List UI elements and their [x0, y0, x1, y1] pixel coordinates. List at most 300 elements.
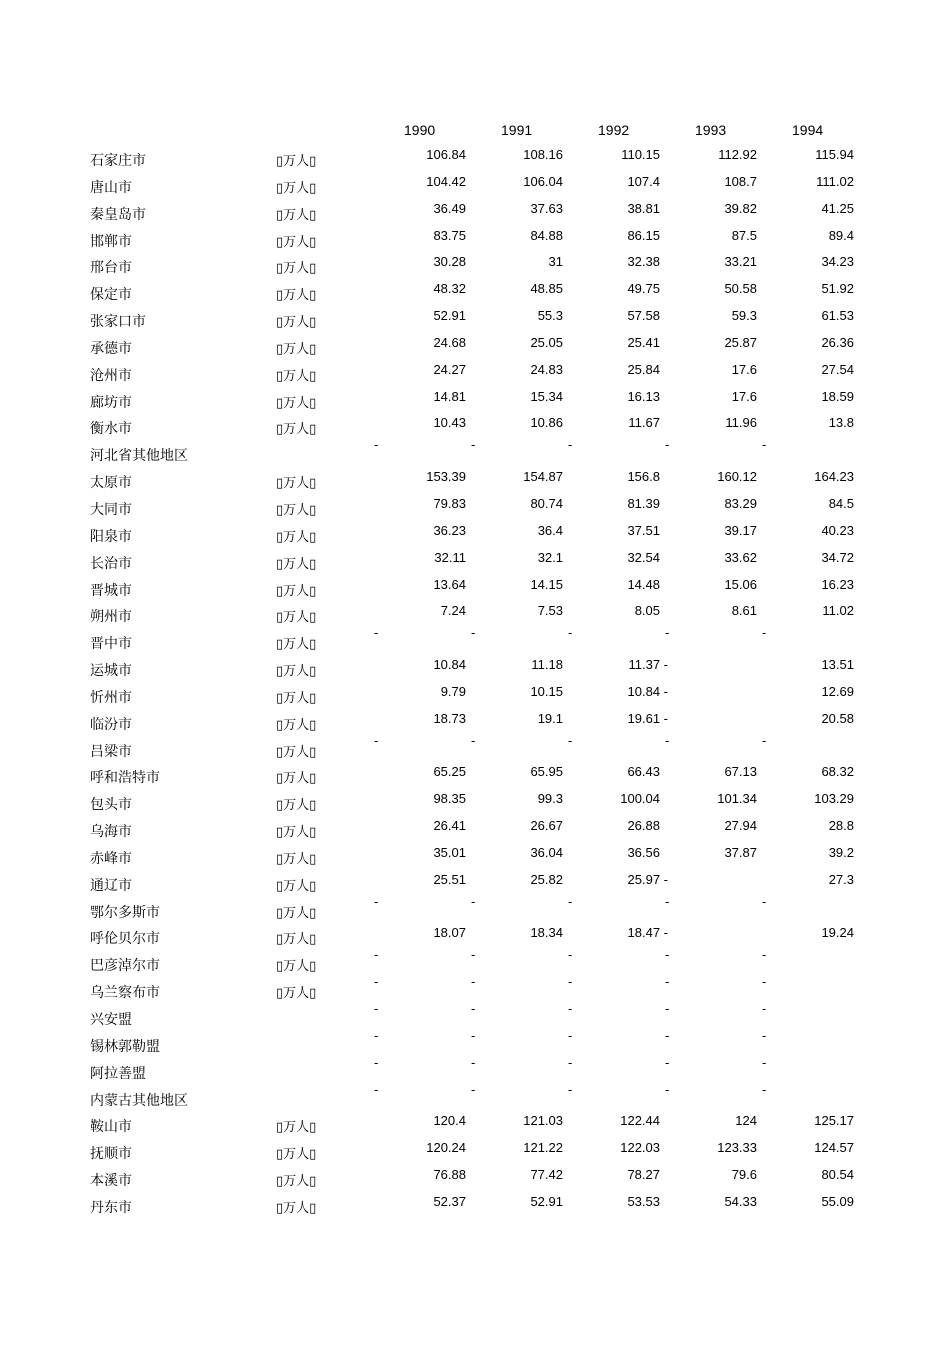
value-cell: - — [568, 437, 573, 453]
value-cell: 156.8 — [627, 469, 660, 485]
data-table — [0, 145, 950, 1219]
value-cell: 80.74 — [530, 495, 563, 511]
year-header: 1990 — [404, 122, 436, 138]
value-cell: - — [568, 1054, 573, 1070]
value-cell: 10.43 — [433, 415, 466, 431]
table-row — [0, 1165, 950, 1192]
value-cell: 51.92 — [821, 281, 854, 297]
value-cell: 34.72 — [821, 549, 854, 565]
value-cell: 11.37 - — [628, 657, 668, 673]
value-cell: - — [762, 1054, 767, 1070]
city-name: 丹东市 — [90, 1199, 132, 1216]
value-cell: 111.02 — [816, 173, 854, 189]
value-cell: - — [665, 732, 670, 748]
year-header-row — [0, 122, 950, 142]
value-cell: 8.61 — [731, 603, 757, 619]
value-cell: 18.07 — [433, 925, 466, 941]
value-cell: - — [374, 437, 379, 453]
value-cell: 89.4 — [828, 227, 854, 243]
value-cell: 153.39 — [426, 469, 466, 485]
city-name: 阿拉善盟 — [90, 1065, 146, 1082]
value-cell: 84.88 — [530, 227, 563, 243]
value-cell: 18.34 — [530, 925, 563, 941]
value-cell: 115.94 — [815, 147, 854, 162]
table-row — [0, 1081, 950, 1112]
value-cell: 40.23 — [821, 522, 854, 538]
value-cell: 32.38 — [627, 254, 660, 270]
table-row — [0, 1192, 950, 1219]
value-cell: 108.16 — [523, 147, 563, 162]
year-header: 1992 — [598, 122, 630, 138]
value-cell: 112.92 — [718, 147, 757, 162]
value-cell: 67.13 — [724, 764, 757, 780]
value-cell: 106.04 — [523, 173, 563, 189]
unit-label: ▯万人▯ — [276, 959, 317, 975]
value-cell: 124.57 — [814, 1140, 854, 1156]
value-cell: 30.28 — [433, 254, 466, 270]
unit-label: ▯万人▯ — [276, 825, 317, 841]
table-row — [0, 732, 950, 763]
city-name: 河北省其他地区 — [90, 448, 188, 465]
city-name: 吕梁市 — [90, 743, 132, 760]
city-name: 鄂尔多斯市 — [90, 904, 160, 921]
unit-label: ▯万人▯ — [276, 207, 317, 223]
unit-label: ▯万人▯ — [276, 154, 317, 169]
city-name: 呼和浩特市 — [90, 770, 160, 787]
city-name: 临汾市 — [90, 716, 132, 733]
value-cell: - — [471, 1001, 476, 1016]
unit-label: ▯万人▯ — [276, 851, 317, 867]
unit-label: ▯万人▯ — [276, 744, 317, 760]
table-row — [0, 1111, 950, 1138]
value-cell: 48.85 — [530, 281, 563, 297]
unit-label: ▯万人▯ — [276, 234, 317, 250]
value-cell: - — [568, 1027, 573, 1043]
table-row — [0, 1001, 950, 1031]
table-row — [0, 789, 950, 816]
value-cell: - — [762, 1081, 767, 1097]
value-cell: 24.27 — [433, 361, 466, 377]
value-cell: - — [665, 974, 670, 990]
city-name: 长治市 — [90, 555, 132, 572]
value-cell: - — [568, 893, 573, 909]
unit-label: ▯万人▯ — [276, 261, 317, 277]
value-cell: 11.18 — [531, 657, 563, 673]
city-name: 秦皇岛市 — [90, 206, 146, 223]
city-name: 晋城市 — [90, 582, 132, 599]
value-cell: - — [762, 437, 767, 453]
value-cell: 108.7 — [724, 173, 757, 189]
value-cell: 11.96 — [725, 415, 757, 431]
value-cell: 55.3 — [537, 308, 563, 324]
table-row — [0, 387, 950, 414]
value-cell: 41.25 — [821, 200, 854, 216]
unit-label: ▯万人▯ — [276, 610, 317, 626]
value-cell: 28.8 — [828, 818, 854, 834]
unit-label: ▯万人▯ — [276, 341, 317, 357]
city-name: 锡林郭勒盟 — [90, 1038, 160, 1055]
value-cell: 19.61 - — [627, 710, 668, 726]
value-cell: 76.88 — [433, 1167, 466, 1183]
unit-label: ▯万人▯ — [276, 476, 317, 492]
value-cell: 49.75 — [627, 281, 660, 297]
value-cell: 15.06 — [724, 576, 757, 592]
table-row — [0, 682, 950, 709]
value-cell: 39.2 — [828, 844, 854, 860]
value-cell: - — [374, 732, 379, 748]
value-cell: 8.05 — [634, 603, 660, 619]
city-name: 巴彦淖尔市 — [90, 958, 160, 975]
value-cell: 79.83 — [433, 495, 466, 511]
value-cell: - — [471, 1027, 476, 1043]
unit-label: ▯万人▯ — [276, 664, 317, 680]
unit-label: ▯万人▯ — [276, 1200, 317, 1216]
value-cell: - — [374, 974, 379, 990]
city-name: 赤峰市 — [90, 850, 132, 867]
city-name: 石家庄市 — [90, 153, 146, 169]
city-name: 兴安盟 — [90, 1012, 132, 1028]
value-cell: 10.15 — [530, 683, 563, 699]
city-name: 鞍山市 — [90, 1119, 132, 1136]
year-header: 1991 — [501, 122, 533, 138]
table-row — [0, 947, 950, 977]
city-name: 呼伦贝尔市 — [90, 931, 160, 948]
value-cell: - — [762, 625, 767, 641]
value-cell: 122.03 — [620, 1140, 660, 1156]
value-cell: 35.01 — [433, 844, 466, 860]
value-cell: 20.58 — [821, 710, 854, 726]
table-row — [0, 870, 950, 897]
value-cell: 98.35 — [433, 791, 466, 807]
table-row — [0, 199, 950, 226]
unit-label: ▯万人▯ — [276, 1147, 317, 1163]
value-cell: - — [471, 974, 476, 990]
value-cell: 31 — [548, 254, 563, 270]
value-cell: - — [374, 1027, 379, 1043]
value-cell: - — [568, 1081, 573, 1097]
value-cell: 10.86 — [530, 415, 563, 431]
table-row — [0, 413, 950, 440]
unit-label: ▯万人▯ — [276, 556, 317, 572]
city-name: 运城市 — [90, 663, 132, 680]
value-cell: - — [471, 437, 476, 453]
value-cell: 7.24 — [440, 603, 466, 619]
city-name: 晋中市 — [90, 636, 132, 653]
value-cell: 121.03 — [523, 1113, 563, 1129]
value-cell: - — [665, 625, 670, 641]
year-header: 1994 — [792, 122, 824, 138]
value-cell: 26.41 — [433, 818, 466, 834]
value-cell: - — [374, 1081, 379, 1097]
value-cell: 26.67 — [530, 818, 563, 834]
value-cell: 100.04 — [620, 791, 660, 807]
value-cell: 24.68 — [433, 334, 466, 350]
city-name: 承德市 — [90, 340, 132, 357]
value-cell: 25.82 — [530, 871, 563, 887]
value-cell: 87.5 — [731, 227, 757, 243]
unit-label: ▯万人▯ — [276, 637, 317, 653]
value-cell: 25.05 — [530, 334, 563, 350]
value-cell: 17.6 — [731, 361, 757, 377]
value-cell: 36.56 — [627, 844, 660, 860]
unit-label: ▯万人▯ — [276, 1120, 317, 1136]
value-cell: 154.87 — [523, 469, 563, 485]
value-cell: - — [374, 893, 379, 909]
value-cell: 16.13 — [627, 388, 660, 404]
value-cell: 13.64 — [433, 576, 466, 592]
value-cell: 25.51 — [433, 871, 466, 887]
city-name: 内蒙古其他地区 — [90, 1092, 188, 1109]
value-cell: 10.84 — [433, 657, 466, 673]
value-cell: 121.22 — [523, 1140, 563, 1156]
value-cell: 17.6 — [731, 388, 757, 404]
city-name: 乌兰察布市 — [90, 985, 160, 1002]
value-cell: 52.37 — [433, 1193, 466, 1209]
city-name: 沧州市 — [90, 367, 132, 384]
unit-label: ▯万人▯ — [276, 690, 317, 706]
value-cell: 83.29 — [724, 495, 757, 511]
city-name: 廊坊市 — [90, 394, 132, 411]
table-row — [0, 625, 950, 655]
unit-label: ▯万人▯ — [276, 180, 317, 196]
value-cell: 33.21 — [724, 254, 757, 270]
value-cell: 32.11 — [434, 549, 466, 565]
value-cell: 14.48 — [627, 576, 660, 592]
value-cell: - — [665, 1027, 670, 1043]
unit-label: ▯万人▯ — [276, 771, 317, 787]
value-cell: 164.23 — [814, 469, 854, 485]
table-row — [0, 521, 950, 548]
unit-label: ▯万人▯ — [276, 905, 317, 921]
city-name: 邢台市 — [90, 260, 132, 277]
value-cell: 53.53 — [627, 1193, 660, 1209]
table-row — [0, 709, 950, 736]
value-cell: 83.75 — [433, 227, 466, 243]
value-cell: 123.33 — [717, 1140, 757, 1156]
value-cell: 37.51 — [627, 522, 660, 538]
value-cell: 65.25 — [433, 764, 466, 780]
value-cell: - — [665, 893, 670, 909]
value-cell: 59.3 — [731, 308, 757, 324]
value-cell: 12.69 — [821, 683, 854, 699]
value-cell: 78.27 — [627, 1167, 660, 1183]
value-cell: 7.53 — [537, 603, 563, 619]
value-cell: 25.87 — [724, 334, 757, 350]
value-cell: - — [762, 1027, 767, 1043]
value-cell: 24.83 — [530, 361, 563, 377]
unit-label: ▯万人▯ — [276, 878, 317, 894]
table-row — [0, 655, 950, 682]
unit-label: ▯万人▯ — [276, 529, 317, 545]
table-row — [0, 762, 950, 789]
value-cell: - — [374, 947, 379, 963]
city-name: 衡水市 — [90, 421, 132, 438]
value-cell: - — [762, 893, 767, 909]
value-cell: - — [665, 1081, 670, 1097]
value-cell: 37.87 — [724, 844, 757, 860]
value-cell: - — [374, 1001, 379, 1016]
value-cell: 36.04 — [530, 844, 563, 860]
table-row — [0, 923, 950, 950]
value-cell: 81.39 — [627, 495, 660, 511]
value-cell: 36.23 — [433, 522, 466, 538]
value-cell: 18.59 — [821, 388, 854, 404]
value-cell: 39.17 — [724, 522, 757, 538]
value-cell: 160.12 — [717, 469, 757, 485]
value-cell: 36.4 — [537, 522, 563, 538]
value-cell: 27.54 — [821, 361, 854, 377]
value-cell: 16.23 — [821, 576, 854, 592]
value-cell: 33.62 — [724, 549, 757, 565]
value-cell: 101.34 — [717, 791, 757, 807]
city-name: 乌海市 — [90, 824, 132, 841]
city-name: 忻州市 — [90, 689, 132, 706]
table-row — [0, 306, 950, 333]
city-name: 朔州市 — [90, 609, 132, 626]
table-row — [0, 1027, 950, 1058]
value-cell: - — [471, 893, 476, 909]
value-cell: 32.1 — [537, 549, 563, 565]
value-cell: 26.88 — [627, 818, 660, 834]
city-name: 邯郸市 — [90, 233, 132, 250]
value-cell: 14.15 — [530, 576, 563, 592]
table-row — [0, 360, 950, 387]
value-cell: 34.23 — [821, 254, 854, 270]
value-cell: 65.95 — [530, 764, 563, 780]
unit-label: ▯万人▯ — [276, 932, 317, 948]
city-name: 抚顺市 — [90, 1146, 132, 1163]
value-cell: 84.5 — [828, 495, 854, 511]
city-name: 太原市 — [90, 475, 132, 492]
unit-label: ▯万人▯ — [276, 422, 317, 438]
table-row — [0, 601, 950, 628]
table-row — [0, 494, 950, 521]
unit-label: ▯万人▯ — [276, 798, 317, 814]
unit-label: ▯万人▯ — [276, 583, 317, 599]
value-cell: 14.81 — [433, 388, 466, 404]
value-cell: - — [568, 947, 573, 963]
city-name: 本溪市 — [90, 1173, 132, 1190]
value-cell: - — [762, 1001, 767, 1016]
value-cell: 25.97 - — [627, 871, 668, 887]
table-row — [0, 893, 950, 924]
value-cell: 68.32 — [821, 764, 854, 780]
value-cell: 120.24 — [426, 1140, 466, 1156]
value-cell: 26.36 — [821, 334, 854, 350]
value-cell: - — [665, 1054, 670, 1070]
unit-label: ▯万人▯ — [276, 717, 317, 733]
value-cell: 57.58 — [627, 308, 660, 324]
value-cell: 104.42 — [426, 173, 466, 189]
value-cell: 54.33 — [724, 1193, 757, 1209]
value-cell: 19.1 — [537, 710, 563, 726]
table-row — [0, 145, 950, 172]
value-cell: - — [471, 1081, 476, 1097]
table-row — [0, 816, 950, 843]
value-cell: 122.44 — [620, 1113, 660, 1129]
value-cell: - — [762, 947, 767, 963]
value-cell: - — [665, 437, 670, 453]
value-cell: - — [568, 732, 573, 748]
value-cell: 103.29 — [814, 791, 854, 807]
value-cell: 125.17 — [814, 1113, 854, 1129]
city-name: 张家口市 — [90, 314, 146, 331]
value-cell: 106.84 — [426, 147, 466, 162]
value-cell: 11.02 — [822, 603, 854, 619]
value-cell: 13.51 — [821, 657, 854, 673]
value-cell: 15.34 — [530, 388, 563, 404]
table-row — [0, 843, 950, 870]
value-cell: - — [762, 974, 767, 990]
value-cell: 99.3 — [537, 791, 563, 807]
unit-label: ▯万人▯ — [276, 315, 317, 331]
value-cell: 39.82 — [724, 200, 757, 216]
table-row — [0, 437, 950, 467]
table-row — [0, 548, 950, 575]
value-cell: 37.63 — [530, 200, 563, 216]
value-cell: - — [471, 732, 476, 748]
unit-label: ▯万人▯ — [276, 1174, 317, 1190]
table-row — [0, 1138, 950, 1165]
value-cell: 50.58 — [724, 281, 757, 297]
value-cell: 19.24 — [821, 925, 854, 941]
value-cell: 18.73 — [433, 710, 466, 726]
table-row — [0, 252, 950, 279]
value-cell: 11.67 — [628, 415, 660, 431]
value-cell: - — [568, 625, 573, 641]
value-cell: 27.94 — [724, 818, 757, 834]
value-cell: 86.15 — [627, 227, 660, 243]
value-cell: 120.4 — [433, 1113, 466, 1129]
unit-label: ▯万人▯ — [276, 395, 317, 411]
city-name: 包头市 — [90, 797, 132, 814]
value-cell: 48.32 — [433, 281, 466, 297]
city-name: 阳泉市 — [90, 528, 132, 545]
value-cell: - — [374, 1054, 379, 1070]
value-cell: - — [665, 947, 670, 963]
unit-label: ▯万人▯ — [276, 502, 317, 518]
table-row — [0, 172, 950, 199]
value-cell: 61.53 — [821, 308, 854, 324]
year-header: 1993 — [695, 122, 727, 138]
value-cell: 80.54 — [821, 1167, 854, 1183]
city-name: 唐山市 — [90, 179, 132, 196]
value-cell: 110.15 — [621, 147, 660, 162]
unit-label: ▯万人▯ — [276, 368, 317, 384]
value-cell: 25.84 — [627, 361, 660, 377]
value-cell: - — [568, 974, 573, 990]
value-cell: 10.84 - — [627, 683, 668, 699]
table-row — [0, 279, 950, 306]
unit-label: ▯万人▯ — [276, 288, 317, 304]
value-cell: 32.54 — [627, 549, 660, 565]
value-cell: 66.43 — [627, 764, 660, 780]
city-name: 通辽市 — [90, 877, 132, 894]
value-cell: 107.4 — [627, 173, 660, 189]
value-cell: - — [762, 732, 767, 748]
value-cell: 124 — [735, 1113, 757, 1129]
table-row — [0, 226, 950, 253]
table-row — [0, 575, 950, 602]
value-cell: - — [374, 625, 379, 641]
value-cell: - — [471, 625, 476, 641]
table-row — [0, 974, 950, 1004]
value-cell: - — [568, 1001, 573, 1016]
value-cell: 9.79 — [440, 683, 466, 699]
value-cell: 55.09 — [821, 1193, 854, 1209]
value-cell: 18.47 - — [627, 925, 668, 941]
value-cell: - — [471, 1054, 476, 1070]
